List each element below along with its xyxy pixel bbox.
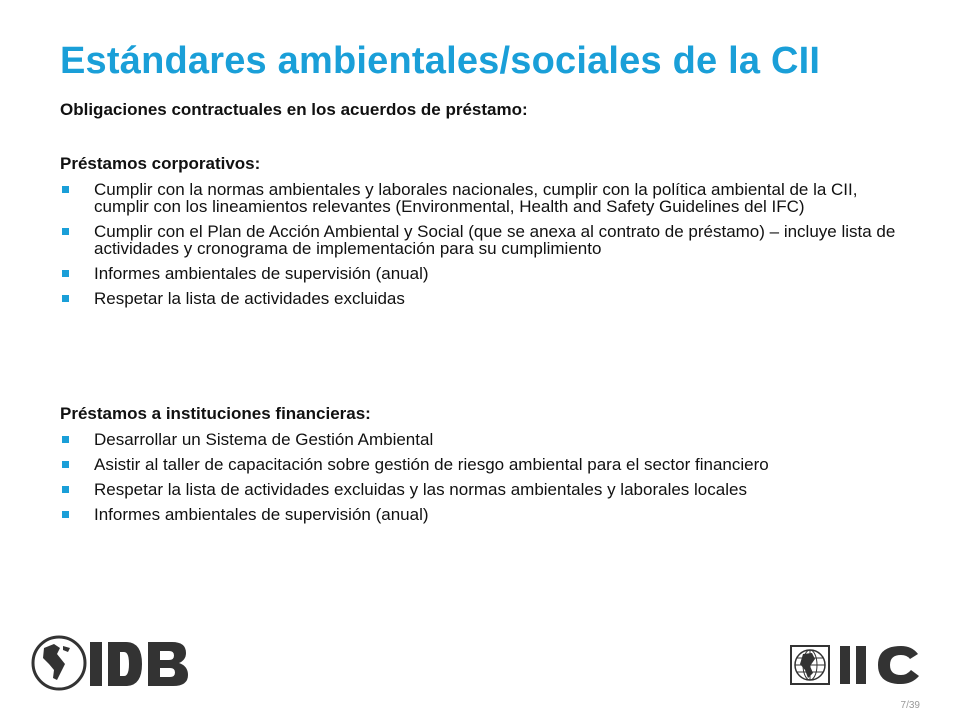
- list-item: [60, 431, 910, 448]
- square-bullet-icon: [62, 228, 69, 235]
- list-item-text: Informes ambientales de supervisión (anual): [94, 505, 429, 524]
- list-item-text: Informes ambientales de supervisión (anual): [94, 264, 429, 283]
- idb-logo: [30, 634, 200, 692]
- page-number: 7/39: [900, 700, 920, 711]
- square-bullet-icon: [62, 186, 69, 193]
- section-heading-financial: Préstamos a instituciones financieras:: [60, 404, 371, 423]
- globe-americas-icon: [30, 634, 200, 692]
- square-bullet-icon: [62, 486, 69, 493]
- iic-logo: [788, 640, 928, 690]
- list-item: [60, 223, 910, 257]
- list-item: [60, 481, 910, 498]
- list-item: [60, 456, 910, 473]
- list-item-text: Asistir al taller de capacitación sobre gestión de riesgo ambiental para el sector financiero: [94, 455, 769, 474]
- list-item: [60, 181, 910, 215]
- bullet-list-financial: [60, 431, 910, 531]
- list-item: [60, 290, 910, 307]
- list-item-text: Respetar la lista de actividades excluidas: [94, 289, 405, 308]
- square-bullet-icon: [62, 511, 69, 518]
- square-bullet-icon: [62, 295, 69, 302]
- list-item: [60, 265, 910, 282]
- slide-subtitle: Obligaciones contractuales en los acuerdos de préstamo:: [60, 100, 528, 119]
- square-bullet-icon: [62, 270, 69, 277]
- list-item-text: Cumplir con la normas ambientales y laborales nacionales, cumplir con la política ambiental de la CII, cumplir con los lineamientos relevantes (Environmental, Health and Safety Guidelines del IFC): [94, 180, 858, 216]
- slide-title: Estándares ambientales/sociales de la CII: [60, 40, 821, 82]
- bullet-list-corporate: [60, 181, 910, 315]
- section-heading-corporate: Préstamos corporativos:: [60, 154, 261, 173]
- list-item: [60, 506, 910, 523]
- square-bullet-icon: [62, 436, 69, 443]
- list-item-text: Cumplir con el Plan de Acción Ambiental y Social (que se anexa al contrato de préstamo) – incluye lista de actividades y cronograma de implementación para su cumplimiento: [94, 222, 896, 258]
- square-bullet-icon: [62, 461, 69, 468]
- list-item-text: Desarrollar un Sistema de Gestión Ambiental: [94, 430, 434, 449]
- list-item-text: Respetar la lista de actividades excluidas y las normas ambientales y laborales locales: [94, 480, 747, 499]
- globe-grid-icon: [788, 640, 928, 690]
